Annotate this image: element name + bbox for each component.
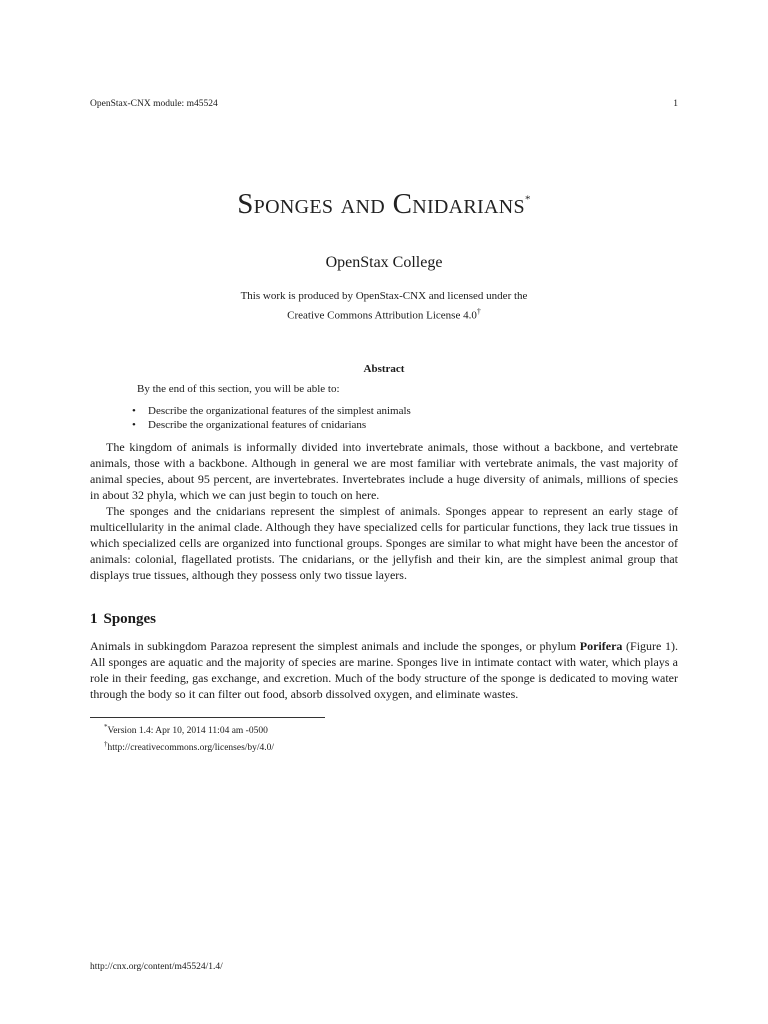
footer-url-link[interactable]: http://cnx.org/content/m45524/1.4/ [90, 962, 223, 972]
footnote-text: Version 1.4: Apr 10, 2014 11:04 am -0500 [107, 726, 268, 737]
paragraph-text-start: Animals in subkingdom Parazoa represent the simplest animals and include the sponges, or phylum [90, 639, 580, 653]
title-text: Sponges and Cnidarians [237, 188, 525, 220]
footnote-marker: * [104, 723, 108, 731]
key-term: Porifera [579, 639, 623, 653]
section-title: Sponges [103, 611, 157, 627]
footnote-item [104, 721, 274, 738]
document-title [0, 188, 768, 221]
paragraph-text-end: (Figure 1). All sponges are aquatic and the majority of species are marine. Sponges live in intimate contact with water, which plays a role in their feeding, gas exchange, and excretion. Much of the body structure of the sponge is dedicated to moving water through the body so it can filter out food, absorb dissolved oxygen, and eliminate wastes. [90, 639, 678, 701]
page-number: 1 [673, 99, 678, 109]
body-paragraph: The sponges and the cnidarians represent the simplest of animals. Sponges appear to represent an early stage of multicellularity in the animal clade. Although they have specialized cells for particular functions, they lack true tissues in which specialized cells are organized into functional groups. Sponges are similar to what might have been the ancestor of animals: colonial, flagellated protists. The cnidarians, or the jellyfish and their kin, are the simplest animal group that displays true tissues, although they possess only two tissue layers. [90, 504, 678, 582]
license-line-2 [0, 304, 768, 324]
license-line-1: This work is produced by OpenStax-CNX and licensed under the [240, 290, 528, 302]
footnote-divider [90, 717, 325, 718]
footnotes [104, 721, 274, 755]
author-name: OpenStax College [325, 254, 443, 271]
abstract-intro: By the end of this section, you will be able to: [137, 383, 340, 395]
title-footnote-marker: * [524, 193, 531, 206]
body-paragraph: The kingdom of animals is informally divided into invertebrate animals, those without a backbone, and vertebrate animals, those with a backbone. Although in general we are most familiar with vertebrate animals, the vast majority of animal species, about 95 percent, are invertebrates. Invertebrates include a huge diversity of animals, millions of species in about 32 phyla, which we can just begin to touch on here. [90, 440, 678, 502]
objective-item: • Describe the organizational features of the simplest animals [130, 404, 411, 418]
license-statement [0, 289, 768, 324]
section-heading [90, 611, 156, 628]
abstract-heading: Abstract [363, 363, 405, 375]
section-paragraph [90, 638, 678, 702]
license-footnote-marker: † [476, 307, 481, 316]
footnote-marker: † [104, 740, 108, 749]
learning-objectives-list [130, 404, 411, 432]
license-name: Creative Commons Attribution License 4.0 [287, 309, 477, 322]
footnote-link[interactable]: http://creativecommons.org/licenses/by/4.0/ [107, 743, 275, 754]
section-number: 1 [90, 611, 98, 627]
footnote-item [104, 738, 274, 755]
objective-item: • Describe the organizational features of cnidarians [130, 418, 411, 432]
running-header: OpenStax-CNX module: m45524 [90, 99, 218, 109]
